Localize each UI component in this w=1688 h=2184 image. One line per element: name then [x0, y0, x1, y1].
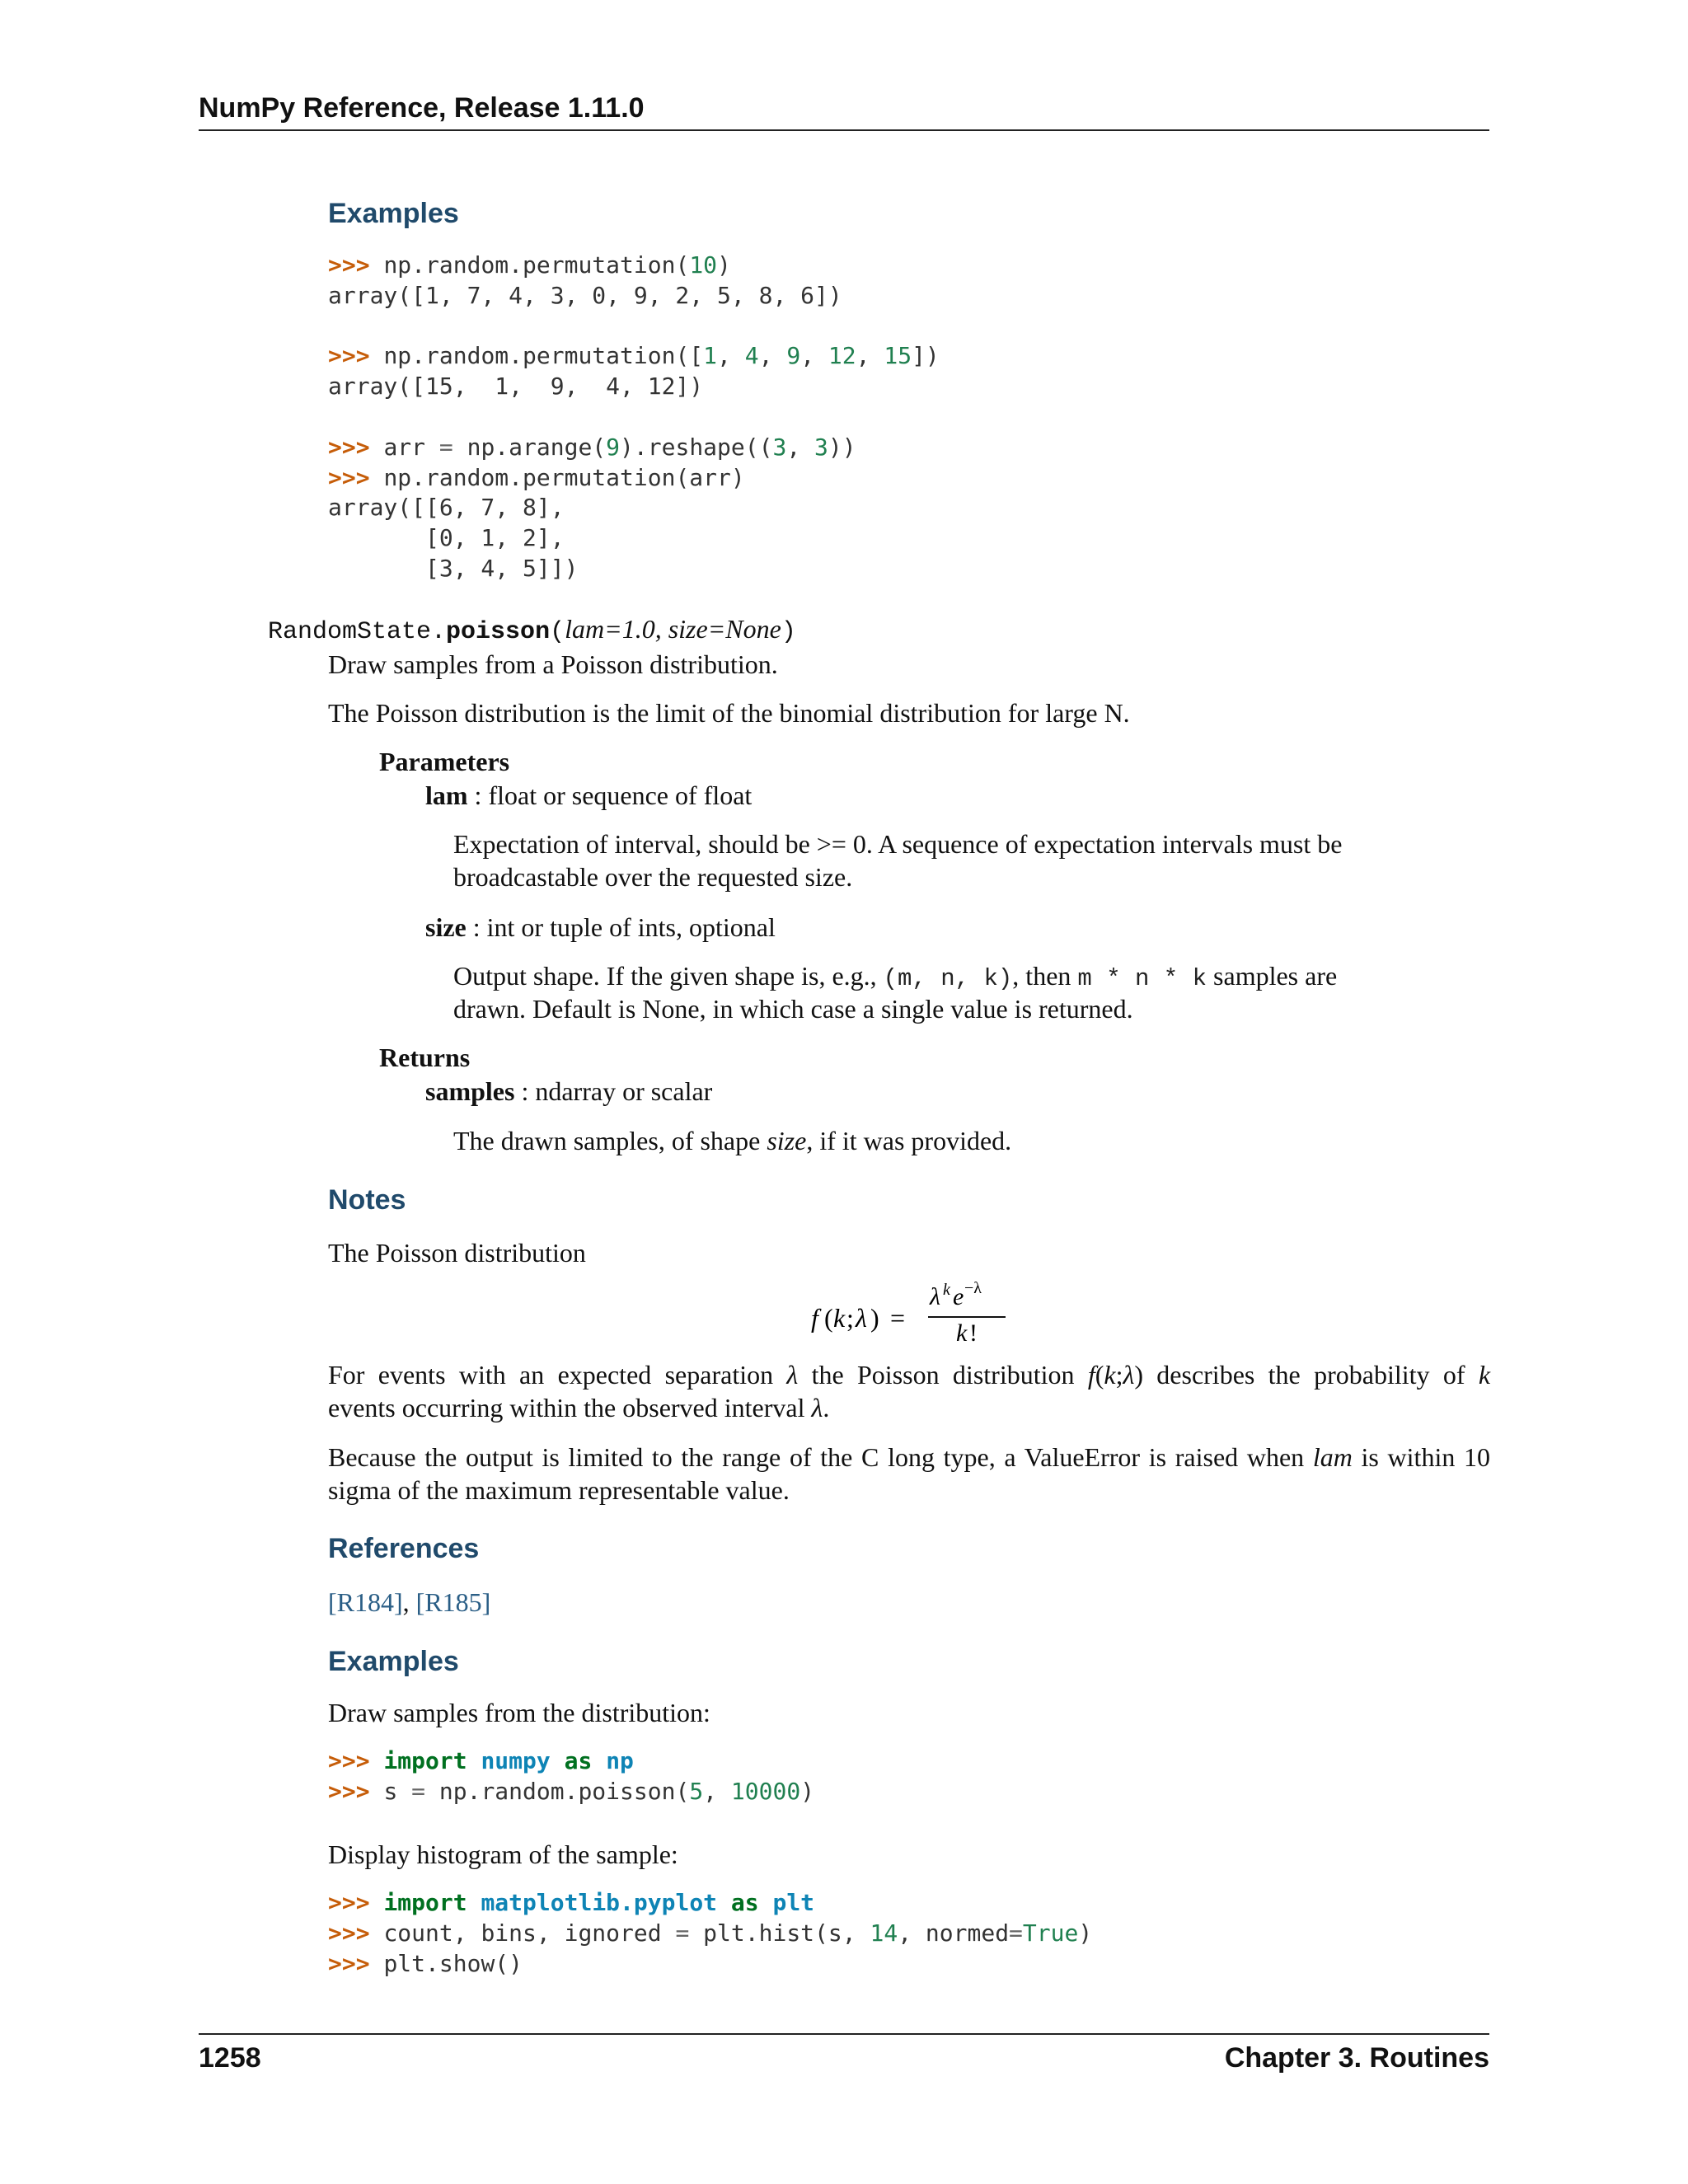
code-token: import	[383, 1889, 467, 1916]
code-token: as	[564, 1747, 593, 1774]
signature-method: poisson	[446, 618, 551, 646]
code-block-poisson-sample	[328, 1746, 814, 1807]
code-token: 3	[814, 433, 828, 461]
signature-class: RandomState.	[268, 618, 447, 646]
code-token: 1	[703, 342, 718, 370]
code-token	[467, 1747, 481, 1774]
return-samples	[425, 1075, 712, 1108]
code-token	[592, 1747, 606, 1774]
code-token	[467, 1889, 481, 1916]
code-token: =	[438, 433, 453, 461]
param-size-name: size	[425, 912, 467, 942]
function-description: The Poisson distribution is the limit of the binomial distribution for large N.	[328, 698, 1130, 728]
code-token: np	[606, 1747, 634, 1774]
formula-den-bang: !	[969, 1319, 978, 1346]
code-prompt: >>>	[328, 1889, 384, 1916]
references-list: [R184], [R185]	[328, 1587, 491, 1617]
formula-num-e: e	[953, 1283, 964, 1310]
code-prompt: >>>	[328, 342, 384, 370]
formula-f: f	[811, 1303, 818, 1333]
page-header-title: NumPy Reference, Release 1.11.0	[199, 92, 645, 124]
formula-lambda: λ	[856, 1303, 867, 1333]
notes-para1-line1: For events with an expected separation λ the Poisson distribution f(k;λ) describes the probability of k	[328, 1360, 1491, 1390]
code-token: numpy	[481, 1747, 551, 1774]
formula-k: k	[833, 1303, 846, 1333]
code-token: 15	[884, 342, 912, 370]
code-token: ))	[828, 433, 856, 461]
notes-intro: The Poisson distribution	[328, 1238, 586, 1268]
code-token: s	[383, 1777, 412, 1805]
param-lam-type: : float or sequence of float	[467, 780, 753, 810]
code-token: 10000	[730, 1777, 801, 1805]
footer-page-number: 1258	[199, 2042, 261, 2074]
returns-heading: Returns	[379, 1043, 471, 1072]
reference-link-r184[interactable]: [R184]	[328, 1587, 403, 1617]
code-token: plt.hist(s,	[689, 1919, 870, 1947]
code-token: 9	[786, 342, 801, 370]
notes-para2-line1: Because the output is limited to the range of the C long type, a ValueError is raised when lam is within 10	[328, 1442, 1491, 1472]
code-token: ,	[717, 342, 745, 370]
code-token: True	[1022, 1919, 1079, 1947]
code-token: np.random.permutation(	[383, 251, 690, 279]
code-prompt: >>>	[328, 1919, 384, 1947]
notes-para1-line2: events occurring within the observed interval λ.	[328, 1393, 830, 1422]
code-prompt: >>>	[328, 463, 384, 491]
footer-divider	[199, 2033, 1489, 2035]
footer-chapter: Chapter 3. Routines	[1224, 2042, 1489, 2074]
formula-num-k: k	[943, 1281, 950, 1299]
function-summary: Draw samples from a Poisson distribution.	[328, 649, 778, 679]
header-divider	[199, 129, 1489, 131]
code-token: array([[6, 7, 8],	[328, 494, 565, 522]
code-block-permutation	[328, 251, 940, 584]
code-token: matplotlib.pyplot	[481, 1889, 718, 1916]
code-token: ,	[758, 342, 787, 370]
param-lam	[425, 779, 752, 812]
formula-open: (	[824, 1303, 833, 1333]
notes-para2-line2: sigma of the maximum representable value.	[328, 1475, 790, 1505]
code-token	[717, 1889, 731, 1916]
signature-open-paren: (	[550, 618, 565, 646]
param-lam-name: lam	[425, 780, 468, 810]
code-token: )	[1078, 1919, 1093, 1947]
code-block-histogram	[328, 1888, 1092, 1979]
return-name: samples	[425, 1076, 515, 1106]
formula-num-lambda: λ	[930, 1283, 940, 1310]
code-token: =	[411, 1777, 426, 1805]
formula-semicolon: ;	[846, 1303, 854, 1333]
code-token: arr	[383, 433, 439, 461]
code-prompt: >>>	[328, 1747, 384, 1774]
param-size-desc-1: Output shape. If the given shape is, e.g., (m, n, k), then m * n * k samples are	[453, 961, 1338, 992]
code-token: 14	[870, 1919, 898, 1947]
inline-code-product: m * n * k	[1077, 965, 1207, 992]
formula-close: )	[870, 1303, 879, 1333]
code-token: np.random.poisson(	[425, 1777, 690, 1805]
code-token: array([1, 7, 4, 3, 0, 9, 2, 5, 8, 6])	[328, 281, 842, 309]
function-signature	[268, 614, 796, 646]
code-token: np.random.permutation(arr)	[383, 463, 745, 491]
code-prompt: >>>	[328, 1949, 384, 1977]
code-token: plt	[772, 1889, 815, 1916]
code-token: 4	[744, 342, 759, 370]
code-token: [3, 4, 5]])	[328, 554, 579, 582]
reference-link-r185[interactable]: [R185]	[415, 1587, 491, 1617]
poisson-formula	[808, 1280, 1022, 1346]
formula-den-k: k	[956, 1319, 968, 1346]
code-token: [0, 1, 2],	[328, 524, 565, 552]
code-token: =	[1009, 1919, 1023, 1947]
code-token: array([15, 1, 9, 4, 12])	[328, 373, 704, 401]
code-token: ])	[912, 342, 940, 370]
param-lam-desc-2: broadcastable over the requested size.	[453, 862, 853, 892]
code-prompt: >>>	[328, 1777, 384, 1805]
return-desc: The drawn samples, of shape size, if it was provided.	[453, 1126, 1012, 1155]
signature-params: lam=1.0, size=None	[565, 614, 781, 644]
examples2-text2: Display histogram of the sample:	[328, 1840, 678, 1869]
code-token: ,	[800, 342, 828, 370]
code-token: np.arange(	[452, 433, 607, 461]
param-size-type: : int or tuple of ints, optional	[466, 912, 776, 942]
code-token: 10	[689, 251, 718, 279]
code-token: import	[383, 1747, 467, 1774]
code-token: )	[800, 1777, 815, 1805]
references-heading: References	[328, 1533, 480, 1564]
return-type: : ndarray or scalar	[514, 1076, 713, 1106]
code-token: ,	[856, 342, 884, 370]
code-token: as	[730, 1889, 759, 1916]
code-token: count, bins, ignored	[383, 1919, 676, 1947]
inline-code-shape: (m, n, k)	[883, 965, 1013, 992]
notes-heading: Notes	[328, 1184, 406, 1216]
code-token: ,	[703, 1777, 731, 1805]
code-token: ,	[786, 433, 815, 461]
formula-num-exp: −λ	[964, 1280, 982, 1297]
code-prompt: >>>	[328, 433, 384, 461]
code-token: =	[675, 1919, 690, 1947]
code-token: ).reshape((	[620, 433, 773, 461]
param-size	[425, 911, 776, 944]
code-token: )	[717, 251, 731, 279]
formula-equals: =	[890, 1303, 906, 1333]
code-token: 12	[828, 342, 856, 370]
code-token	[759, 1889, 773, 1916]
code-token: 5	[689, 1777, 704, 1805]
code-token: , normed	[898, 1919, 1010, 1947]
examples2-text1: Draw samples from the distribution:	[328, 1698, 710, 1727]
examples2-heading: Examples	[328, 1646, 459, 1677]
code-prompt: >>>	[328, 251, 384, 279]
code-token: 9	[606, 433, 621, 461]
code-token	[551, 1747, 565, 1774]
param-size-desc-2: drawn. Default is None, in which case a single value is returned.	[453, 994, 1133, 1024]
param-lam-desc-1: Expectation of interval, should be >= 0. A sequence of expectation intervals must be	[453, 829, 1343, 859]
parameters-heading: Parameters	[379, 747, 510, 776]
examples-heading: Examples	[328, 198, 459, 229]
code-token: np.random.permutation([	[383, 342, 704, 370]
signature-close-paren: )	[781, 618, 796, 646]
code-token: 3	[772, 433, 787, 461]
code-token: plt.show()	[383, 1949, 523, 1977]
